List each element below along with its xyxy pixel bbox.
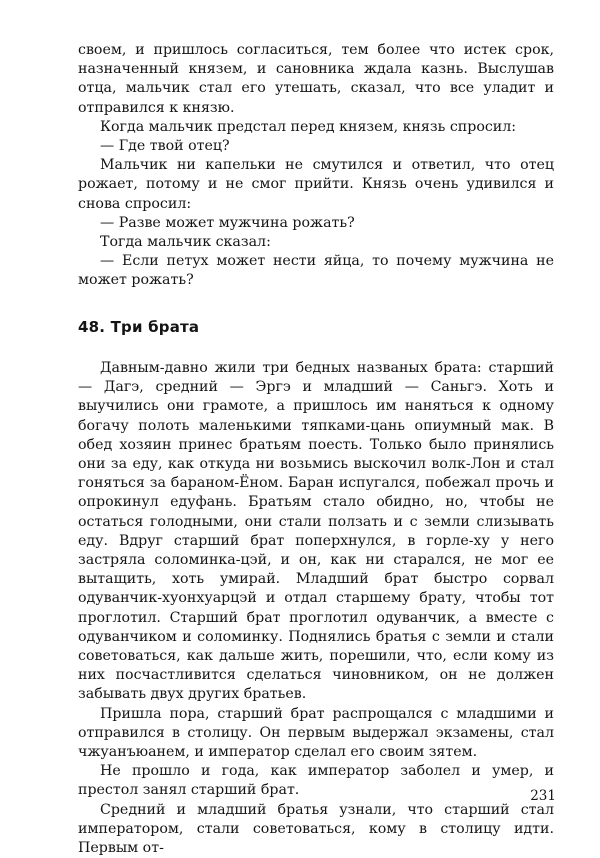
page-number: 231 bbox=[530, 788, 556, 804]
paragraph: Средний и младший братья узнали, что старший стал императором, стали советоваться, кому в столицу идти. Первым от- bbox=[78, 801, 554, 857]
paragraph: Тогда мальчик сказал: bbox=[100, 234, 271, 251]
paragraph: Мальчик ни капельки не смутился и ответил, что отец рожает, потому и не смог прийти. Князь очень удивился и снова спросил: bbox=[78, 157, 554, 212]
dialogue-line: — Если петух может нести яйца, то почему мужчина не может рожать? bbox=[78, 253, 554, 289]
top-text-section bbox=[78, 41, 554, 291]
story-text-section bbox=[78, 359, 554, 858]
paragraph: Давным-давно жили три бедных названых брата: старший — Дагэ, средний — Эргэ и младший — Саньгэ. Хоть и выучились они грамоте, а пришлось им наняться к одному богачу полоть маленькими тяпками-цань опиумный мак. В обед хозяин принес братьям поесть. Только было принялись они за еду, как откуда ни возьмись выскочил волк-Лон и стал гоняться за бараном-Ёном. Баран испугался, побежал прочь и опрокинул едуфань. Братьям стало обидно, но, чтобы не остаться голодными, они стали ползать и с земли слизывать еду. Вдруг старший брат поперхнулся, в горле-ху у него застряла соломинка-цэй, и он, как ни старался, не мог ее вытащить, хоть умирай. Младший брат быстро сорвал одуванчик-хуонхуарцэй и отдал старшему брату, чтобы тот проглотил. Старший брат проглотил одуванчик, а вместе с одуванчиком и соломинку. Поднялись братья с земли и стали советоваться, как дальше жить, порешили, что, если кому из них посчастливится сделаться чиновником, он не должен забывать двух других братьев. bbox=[78, 360, 554, 703]
paragraph: Не прошло и года, как император заболел и умер, и престол занял старший брат. bbox=[78, 763, 554, 799]
paragraph: своем, и пришлось согласиться, тем более что истек срок, назначенный князем, и сановника ждала казнь. Выслушав отца, мальчик стал его утешать, сказал, что все уладит и отправился к князю. bbox=[78, 42, 554, 116]
paragraph: Когда мальчик предстал перед князем, князь спросил: bbox=[100, 118, 517, 135]
paragraph: Пришла пора, старший брат распрощался с младшими и отправился в столицу. Он первым выдержал экзамены, стал чжуанъюанем, и император сделал его своим зятем. bbox=[78, 705, 554, 761]
dialogue-line: — Где твой отец? bbox=[100, 138, 230, 155]
dialogue-line: — Разве может мужчина рожать? bbox=[100, 214, 355, 231]
story-heading: 48. Три брата bbox=[78, 318, 200, 336]
